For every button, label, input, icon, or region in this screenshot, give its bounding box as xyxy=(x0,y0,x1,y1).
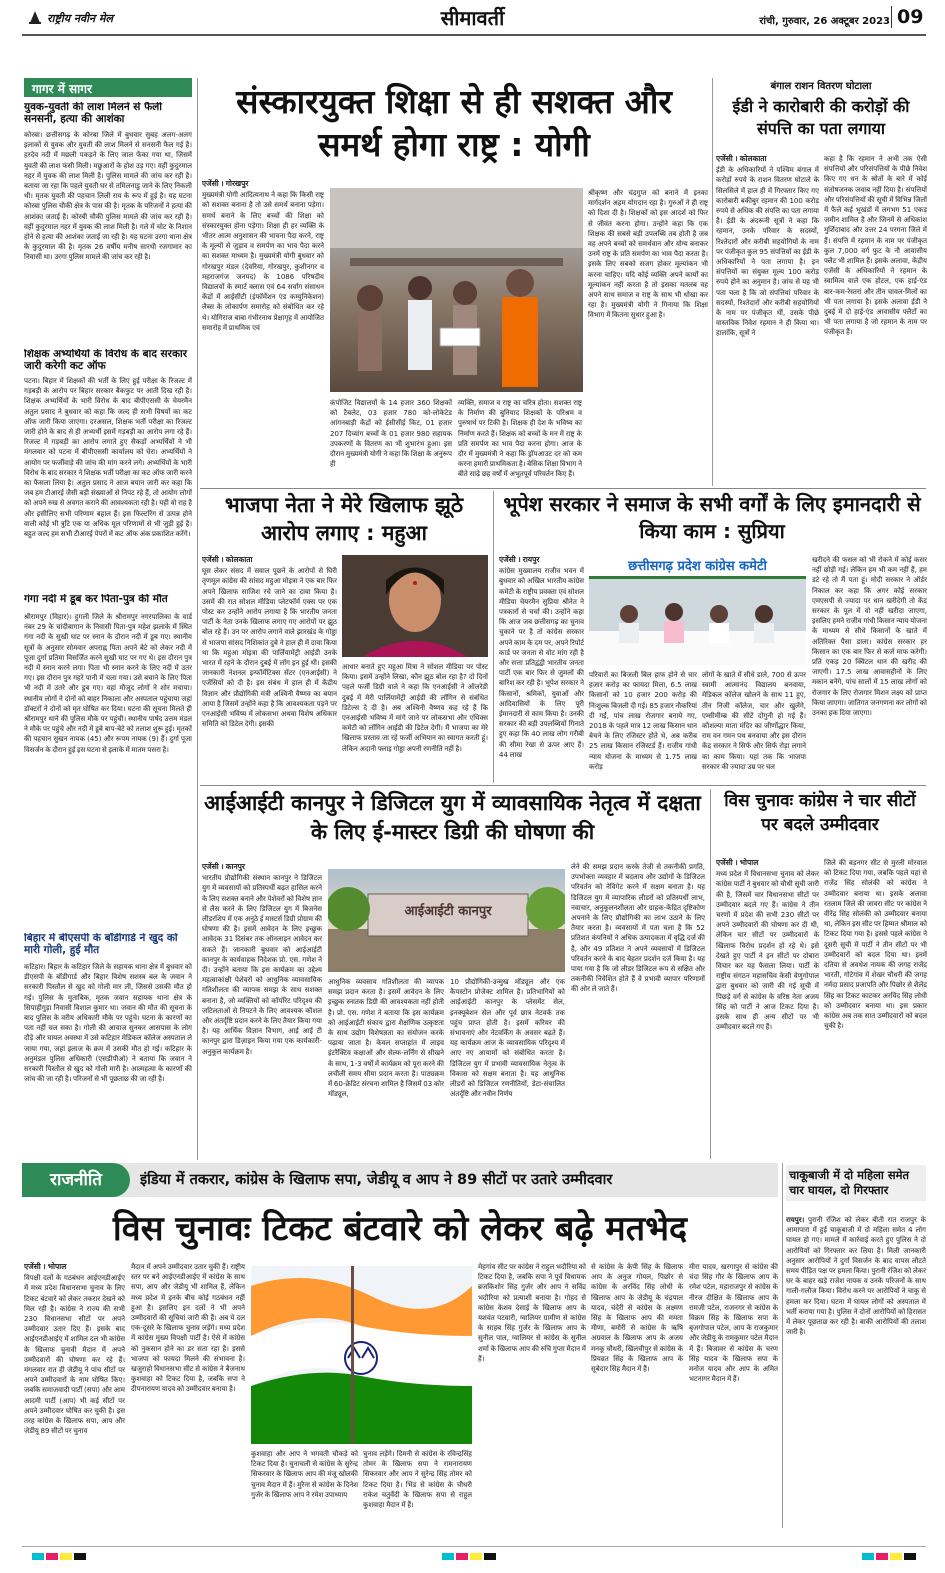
bengal-dateline: एजेंसी । कोलकाता xyxy=(716,154,767,163)
iit-body-2: आधुनिक व्यवसाय गतिशीलता की व्यापक समझ प्रदान करता है। इसमें आवेदन के लिए इच्छुक स्नातक डिग्री की आवश्यकता नहीं होती है। प्रो. एस. गणेश ने बताया कि इस कार्यक्रम को आईआईटी संकाय द्वारा शैक्षणिक उत्कृष्टता के साथ उद्योग विशेषज्ञता का संयोजन करके पढ़ाया जाता है। केवल सप्ताहांत में लाइव इंटरैक्टिव कक्षाओं और सेल्फ-लर्निंग से सीखने के साथ, 1-3 वर्षों में कार्यक्रम को पूरा करने की लचीली समय सीमा प्रदान करता है। पाठ्यक्रम में 60-क्रेडिट संरचना शामिल है जिसमें 03 कोर मॉड्यूल, xyxy=(328,978,444,1099)
sidebar-headline-3: गंगा नदी में डूब कर पिता-पुत्र की मौत xyxy=(24,594,168,605)
rajniti-body-5: मेहगांव सीट पर कांग्रेस ने राहुल भदौरिया को टिकट दिया है, जबकि सपा ने पूर्व विधायक ब्रजकिशोर सिंह गुर्जर और आप ने सविंद्र भदौरिया को प्रत्याशी बनाया है। गोहद से कांग्रेस केशव देसाई के खिलाफ आप के यशवंत पटवारी, ग्वालियर ग्रामीण से कांग्रेस के साहब सिंह गुर्जर के खिलाफ आप के सुनील पाल, ग्वालियर से कांग्रेस के सुनील शर्मा के खिलाफ आप की रुचि गुप्ता मैदान में हैं। xyxy=(478,1263,586,1363)
iit-photo-sign: आईआईटी कानपुर xyxy=(404,904,492,919)
rajniti-body-7: मीरा यादव, खरगापुर से कांग्रेस की चंदा सिंह गौर के खिलाफ आप के रमेश पटेल, महाराजपुर से कांग्रेस के नीरज दीक्षित के खिलाफ आप के रामजी पटेल, राजनगर से कांग्रेस के विक्रम सिंह के खिलाफ सपा के बृजगोपाल पटेल, आप के राजकुमार और जेडीयू के रामकुमार पटेल मैदान में हैं। बिजावर से कांग्रेस के चरण सिंह यादव के खिलाफ सपा के मनोज यादव और आप के अमित भटनागर मैदान में हैं। xyxy=(689,1263,778,1384)
iit-dateline: एजेंसी । कानपुर xyxy=(202,862,245,871)
rajniti-body-6: से कांग्रेस के केपी सिंह के खिलाफ आप के अनुज गोयल, पिछोर से कांग्रेस के अरविंद सिंह लोधी के खिलाफ आप के जेडीयू के चंद्रपाल यादव, चंदेरी से कांग्रेस के लक्ष्मण सिंह के खिलाफ आप की ममता मीणा, बमोरी से कांग्रेस के ऋषि अग्रवाल के खिलाफ आप के अजय मनकू चौधरी, खिलचीपुर से कांग्रेस के प्रियव्रत सिंह के खिलाफ आप के सूबेदार सिंह मैदान में हैं। xyxy=(591,1263,683,1374)
bengal-body-1: एजेंसी । कोलकाता ईडी के अधिकारियों ने पश्चिम बंगाल में करोड़ों रुपये के राशन वितरण घोटाले के सिलसिले में हाल ही में गिरफ्तार किए गए कारोबारी बकीबुर रहमान की 100 करोड़ रुपये से अधिक की संपत्ति का पता लगाया है। ईडी के अंदरूनी सूत्रों ने कहा कि रहमान, उनके परिवार के सदस्यों, रिश्तेदारों और करीबी सहयोगियों के नाम पर पंजीकृत कुल 95 संपत्तियों का ईडी के अधिकारियों ने पता लगाया है। इन संपत्तियों का संयुक्त मूल्य 100 करोड़ रुपये होने का अनुमान है। जांच से यह भी पता चला है कि जो संपत्तियां परिवार के सदस्यों, रिश्तेदारों और करीबी सहयोगियों के नाम पर पंजीकृत थीं, उसके पीछे वास्तविक निवेश रहमान ने ही किया था। हालांकि, सूत्रों ने xyxy=(716,154,819,338)
sidebar-body-2: पटना। बिहार में शिक्षकों की भर्ती के लिए हुई परीक्षा के रिजल्ट में गड़बड़ी के आरोप पर बिहार सरकार बैकफुट पर आती दिख रही है। शिक्षक अभ्यर्थियों के भारी विरोध के बाद बीपीएससी के चेयरमैन अतुल प्रसाद ने बुधवार को कहा कि जल्द ही सभी विषयों का कट ऑफ जारी किया जाएगा। दरअसल, शिक्षक भर्ती परीक्षा का रिजल्ट जारी होने के बाद से ही अभ्यर्थी इसमें गड़बड़ी का आरोप लगा रहे हैं। रिजल्ट में गड़बड़ी का आरोप लगाते हुए सैकड़ों अभ्यर्थियों ने भी मंगलवार को पटना में बीपीएससी कार्यालय को घेरा। अभ्यर्थियों ने आयोग पर फर्जीवाड़े की जांच की मांग करने लगे। अभ्यर्थियों के भारी विरोध के बाद सरकार ने शिक्षक भर्ती परीक्षा का कट ऑफ जारी करने का फैसला लिया है। अतुल प्रसाद ने आज बयान जारी कर कहा कि जब हम टीआरई जैसी बड़ी संख्याओं से निपट रहे हैं, तो आयोग लोगों को अपने रुख से अवगत कराने की आवश्यकता रही है। यही वो राह है और इसीलिए सभी परिणाम बहाल हैं। इस फिल्टरिंग से उत्पन्न होने वाली कोई भी त्रुटि एक या अधिक मूल परिणामों से भी जुड़ी हुई है। बहुत जल्द हम सभी टीआरई पेपरों में कट ऑफ अंक प्रकाशित करेंगे। xyxy=(24,377,192,539)
mp-dateline: एजेंसी । भोपाल xyxy=(716,858,759,867)
yogi-headline: संस्कारयुक्त शिक्षा से ही सशक्त और समर्थ होगा राष्ट्र : योगी xyxy=(236,82,672,164)
bhupesh-body-2: परिवारों का बिजली बिल हाफ होने से चार हजार करोड़ का फायदा मिला, 6.5 लाख किसानों को 10 हजार 200 करोड़ की निःशुल्क बिजली दी गई। 85 हजार नौकरियां दी गईं, पांच लाख रोजगार बनाये गए, 2018 के पहले मात्र 12 लाख किसान धान बेचने के लिए रजिस्टर होते थे, अब करीब 25 लाख किसान रजिस्टर्ड हैं। राजीव गांधी न्याय योजना के माध्यम से 1.75 लाख करोड़ xyxy=(589,671,697,771)
header-rule xyxy=(22,34,926,36)
logo-mark-icon xyxy=(28,9,42,29)
mahua-body-2: आधार बनाते हुए महुआ मित्रा ने सोशल मीडिया पर पोस्ट किया। इसमें उन्होंने लिखा, कौन झूठ बोल रहा है? दो दिनों पहले फर्जी डिग्री वाले ने कहा कि एनआईसी ने ऑलरेडी दुबई में मेरी पार्लियामेंट्री आईडी की लॉगिन से संबंधित डिटेल्स दे दी है। अब अश्विनी वैष्णव कह रहे हैं कि एनआईसी भविष्य में मांगे जाने पर लोकसभा और एथिक्स कमेटी को लॉगिन आईडी की डिटेल देगी। मैं भाजपा का मेरे खिलाफ प्रस्ताव जा रहे फर्जी अभियान का स्वागत करती हूं। लेकिन अदानी फ्लाइ गोड्डा अपनी रणनीति नहीं है। xyxy=(342,663,488,753)
yogi-body-left: एजेंसी । गोरखपुर मुख्यमंत्री योगी आदित्यनाथ ने कहा कि किसी राष्ट्र को सशक्त बनाना है तो उसे समर्थ बनाना पड़ेगा। समर्थ बनाने के लिए बच्चों की शिक्षा को संस्कारयुक्त होना पड़ेगा। शिक्षा ही हर व्यक्ति के भीतर आत्म अनुशासन की भावना पैदा करने, राष्ट्र के मूल्यों से जुड़ाव व समर्पण का भाव पैदा करने का सशक्त माध्यम है। मुख्यमंत्री योगी बुधवार को गोरखपुर मंडल (देवरिया, गोरखपुर, कुशीनगर व महराजगंज जनपद) के 1086 परिषदीय विद्यालयों के स्मार्ट क्लास एवं 64 सर्वांग संसाधन केंद्रों में आईसीटी (इंफॉर्मेशन एंड कम्युनिकेशन) लैब्स के लोकार्पण समारोह को संबोधित कर रहे थे। योगिराज बाबा गंभीरनाथ प्रेक्षागृह में आयोजित समारोह में प्राथमिक एवं xyxy=(202,179,324,332)
mahua-body-1: एजेंसी । कोलकाता घूस लेकर संसद में सवाल पूछने के आरोपों से घिरी तृणमूल कांग्रेस की सांसद महुआ मोइत्रा ने एक बार फिर अपने खिलाफ साजिश रचे जाने का दावा किया है। उसमें की रात सोशल मीडिया प्लेटफॉर्म एक्स पर एक पोस्ट कर उन्होंने आरोप लगाया है कि भारतीय जनता पार्टी के नेता उनके खिलाफ लगाए गए आरोपों पर झूठ बोल रहे हैं। उन पर आरोप लगाने वाले झारखंड के गोड्डा से भाजपा सांसद निशिकांत दुबे ने हाल ही में दावा किया था कि महुआ मोइत्रा की पार्लियामेंट्री आईडी उनके भारत में रहने के दौरान दुबई में लॉग इन हुई थी। इसकी जानकारी नेशनल इन्फॉर्मेटिक्स सेंटर (एनआईसी) ने एजेंसियों को दी है। इस संबंध में हाल ही में केंद्रीय विज्ञान और प्रौद्योगिकी मंत्री अश्विनी वैष्णव का बयान आया है जिसमें उन्होंने कहा है कि आवश्यकता पड़ने पर एनआईसी भविष्य में लोकसभा अथवा विशेष अधिकार समिति को डिटेल देगी। इसकी xyxy=(202,555,337,729)
section-label: सीमावर्ती xyxy=(440,6,505,30)
raipur-dateline: रायपुर। xyxy=(786,1216,805,1224)
mahua-photo xyxy=(342,555,488,657)
sidebar-body-4: कटिहार। बिहार के कटिहार जिले के सहायक थाना क्षेत्र में बुधवार को डीएसपी के बॉडीगार्ड और बिहार विशेष सशस्त्र बल के जवान ने सरकारी पिस्तौल से खुद को गोली मार ली, जिससे उसकी मौत हो गई। पुलिस के मुताबिक, मृतक जवान सहायक थाना क्षेत्र के सिपाहीगुड़ा निवासी विशाल कुमार था। जवान की मौत की सूचना के बाद पुलिस के वरीय अधिकारी मौके पर पहुंचे। घटना के कारणों का पता नहीं चल सका है। गोली की आवाज सुनकर आसपास के लोग दौड़े और घायल अवस्था में उसे कटिहार मेडिकल कॉलेज अस्पताल ले जाया गया, जहां इलाज के क्रम में उसकी मौत हो गई। कटिहार के अनुमंडल पुलिस अधिकारी (एसडीपीओ) ने बताया कि जवान ने सरकारी पिस्तौल से खुद को गोली मारी है। आत्महत्या के कारणों की जांच की जा रही है। परिजनों से भी पूछताछ की जा रही है। xyxy=(24,963,192,1084)
raipur-body: रायपुर। पुरानी रंजिश को लेकर बीती रात राजपुर के आमापारा में हुई चाकूबाजी में दो महिला समेत 4 लोग घायल हो गए। मामले में कार्रवाई करते हुए पुलिस ने दो आरोपियों को गिरफ्तार कर लिया है। मिली जानकारी अनुसार आरोपियों ने दुर्गा विसर्जन के बाद वापस लौटते समय पीड़ित पक्ष पर हमला किया। पुरानी रंजिश को लेकर घर के बाहर खड़े राजेश नायक व उनके परिजनों के साथ गाली-गलौज किया। विरोध करने पर आरोपियों ने चाकू से हमला कर दिया। घटना में घायल लोगों को अस्पताल में भर्ती कराया गया है। पुलिस ने दोनों आरोपियों को हिरासत में लेकर पूछताछ कर रही है। बाकी आरोपियों की तलाश जारी है। xyxy=(786,1216,926,1337)
iit-body-1: एजेंसी । कानपुर भारतीय प्रौद्योगिकी संस्थान कानपुर ने डिजिटल युग में व्यवसायों को प्रतिस्पर्धी बढ़त हासिल करने के लिए सशक्त बनाने और पेशेवरों को विशेष ज्ञान से लैस करने के लिए डिजिटल युग में बिजनेस लीडरशिप में एक अनूठे ई मास्टर्स डिग्री प्रोग्राम की घोषणा की है। इसमें आवेदन के लिए इच्छुक आवेदक 31 दिसंबर तक ऑनलाइन आवेदन कर सकते हैं। जानकारी बुधवार को आईआईटी कानपुर के कार्यवाहक निदेशक प्रो. एस. गणेश ने दी। उन्होंने बताया कि इस कार्यक्रम का उद्देश्य महत्वाकांक्षी पेशेवरों को आधुनिक व्यावसायिक गतिशीलता की व्यापक समझ के साथ सशक्त बनाना है, जो व्यक्तियों को कॉर्पोरेट परिदृश्य की जटिलताओं से निपटने के लिए आवश्यक कौशल और अंतर्दृष्टि प्रदान करने के लिए तैयार किया गया है। यह आर्थिक विज्ञान विभाग, आई आई टी कानपुर द्वारा डिज़ाइन किया गया एक कार्यकारी-अनुकूल कार्यक्रम है। xyxy=(202,862,322,1056)
bhupesh-headline: भूपेश सरकार ने समाज के सभी वर्गों के लिए इमानदारी से किया काम : सुप्रिया xyxy=(503,492,921,543)
yogi-body-right-1: श्रीकृष्ण और चंद्रगुप्त को बनाने में इनका मार्गदर्शन अहम योगदान रहा है। गुरुओं ने ही राष्ट्र को दिशा दी है। शिक्षकों को इस आदर्श को फिर से जीवंत करना होगा। उन्होंने कहा कि एक शिक्षक की सबसे बड़ी उपलब्धि तब होती है जब वह अपने बच्चों को समर्थवान और योग्य बनाकर उनमें राष्ट्र के प्रति समर्पण का भाव पैदा करता है। इसके लिए सबको सजग होकर मूल्यांकन भी करना चाहिए। यदि कोई व्यक्ति अपने कार्यों का मूल्यांकन नहीं करता है तो इसका मतलब वह अपने साथ समाज व राष्ट्र के साथ भी धोखा कर रहा है। मुख्यमंत्री योगी ने गिनाया कि शिक्षा विभाग में कितना सुधार हुआ है। xyxy=(588,189,708,320)
iit-divider xyxy=(710,789,711,1159)
rajniti-flag-photo xyxy=(251,1266,472,1444)
bengal-body-2: कहा है कि रहमान ने अभी तक ऐसी संपत्तियों और परिसंपत्तियों के पीछे निवेश किए गए धन के स्रोतों के बारे में कोई संतोषजनक जवाब नहीं दिया है। संपत्तियों और परिसंपत्तियों की सूची में विभिन्न जिलों में फैले कई भूखंडों में लगभग 51 एकड़ जमीन शामिल है और जिनमें से अधिकांश मुर्शिदाबाद और उत्तर 24 परगना जिले में हैं। संपत्ति में रहमान के नाम पर पंजीकृत कुल 7,000 वर्ग फुट के नौ आवासीय फ्लैट भी शामिल हैं। इसके अलावा, केंद्रीय एजेंसी के अधिकारियों ने रहमान के स्वामित्व वाले एक होटल, एक हाई-एंड बार-कम-रेस्तरां और तीन चावल-मिलों का भी पता लगाया है। इसके अलावा ईडी ने दुबई में दो हाई-एंड आवासीय फ्लैटों का भी पता लगाया है जो रहमान के नाम पर पंजीकृत हैं। xyxy=(824,155,927,337)
mahua-divider xyxy=(493,491,494,783)
bhupesh-dateline: एजेंसी । रायपुर xyxy=(499,555,540,564)
sidebar-body-1: कोरबा। छत्तीसगढ़ के कोरबा जिले में बुधवार सुबह अलग-अलग इलाकों से युवक और युवती की लाश मिलने से सनसनी फैल गई है। हरदेव नदी में मछली पकड़ने के लिए जाल फेंका गया था, जिसमें युवती की लाश फंसी मिली। मछुआरों के होश उड़ गए। वहीं कुदुरमाल नहर में युवक की लाश मिली है। पुलिस मामले की जांच कर रही है। बताया जा रहा कि पहले युवती घर से तमिलनाडु जाने के लिए निकली थी। मृतक युवती की पहचान लिली राय के रूप में हुई है। यह घटना कोरबा पुलिस चौकी क्षेत्र के पास की है। मृतक के परिजनों ने हत्या की आशंका जताई है। कोरबी चौकी पुलिस मामले की जांच कर रही है। वहीं कुदुरमाल नहर में युवक की लाश मिली है। गले में चोट के निशान होने से हत्या की आशंका जताई जा रही है। यह घटना उरगा थाना क्षेत्र के कुदुरमाल की है। मृतक 26 वर्षीय मनीष सारथी रजगामार का निवासी था। उरगा पुलिस मामले की जांच कर रही है। xyxy=(24,131,192,262)
iit-body-4: लेने की समझ प्रदान करके तेजी से तकनीकी प्रगति, उपभोक्ता व्यवहार में बदलाव और उद्योगों के डिजिटल परिवर्तन को नेविगेट करने में सक्षम बनाता है। यह डिजिटल युग में व्यापारिक लीडरों को प्रतिस्पर्धी लाभ, नवाचार, अनुकूलनशीलता और ग्राहक-केंद्रित दृष्टिकोण अपनाने के लिए प्रौद्योगिकी का लाभ उठाने के लिए तैयार करता है। व्यवसायों में पता चला है कि 52 प्रतिशत कंपनियों ने अधिक उत्पादकता में वृद्धि दर्ज की है, और 49 प्रतिशत ने अपने व्यवसायों में डिजिटल परिवर्तन करने के बाद बेहतर प्रदर्शन दर्ज किया है। यह पाया गया है कि जो लीडर डिजिटल रूप से सक्षित और तकनीकी निवेशित होते हैं वे प्रभावी व्यापार परिणामों की ओर ले जाते हैं। xyxy=(571,863,705,994)
bengal-kicker: बंगाल राशन वितरण घोटाला xyxy=(770,81,872,92)
dateline: रांची, गुरुवार, 26 अक्टूबर 2023 xyxy=(759,16,890,27)
rajniti-headline: विस चुनावः टिकट बंटवारे को लेकर बढ़े मतभेद xyxy=(112,1209,688,1249)
sidebar-divider xyxy=(197,78,198,1160)
yogi-body-mid-2: व्यक्ति, समाज व राष्ट्र का चरित्र होता। सशक्त राष्ट्र के निर्माण की बुनियाद शिक्षकों के परिश्रम व पुरुषार्थ पर टिकी है। शिक्षक ही देश के भविष्य का निर्माण करते हैं। शिक्षक को बच्चों के मन में राष्ट्र के प्रति समर्पण का भाव पैदा करना होगा। आज के दौर में मुख्यमंत्री ने कहा कि ड्रॉपआउट दर को कम करना हमारी प्राथमिकता है। बेसिक शिक्षा विभाग ने बीते साढ़े छह वर्षों में अभूतपूर्व परिवर्तन किए हैं। xyxy=(458,399,582,479)
row1-rule xyxy=(200,488,926,489)
mp-body-2: जिले की बड़नगर सीट से मुरली मोरवाल को टिकट दिया गया, जबकि पहले यहां से राजेंद्र सिंह सोलंकी को कांग्रेस ने उम्मीदवार बनाया था। इसके अलावा रतलाम जिले की जावरा सीट पर कांग्रेस ने वीरेंद्र सिंह सोलंकी को उम्मीदवार बनाया था, लेकिन इस सीट पर हिम्मत श्रीमाल को टिकट दिया गया है। इससे पहले कांग्रेस ने दूसरी सूची में पार्टी ने तीन सीटों पर भी उम्मीदवारों को बदल दिया था। इनमें दतिया से अवधेश नायक की जगह राजेंद्र भारती, गोटेगांव में शेखर चौधरी की जगह नर्मदा प्रसाद प्रजापति और पिछोर से शैलेंद्र सिंह का टिकट काटकर अरविंद सिंह लोधी को उम्मीदवार बनाया था। इस प्रकार कांग्रेस अब तक सात उम्मीदवारों को बदल चुकी है। xyxy=(824,859,927,1031)
page-number: 09 xyxy=(891,6,931,28)
bhupesh-photo xyxy=(589,555,806,665)
iit-body-3: 10 प्रौद्योगिकी-उन्मुख मॉड्यूल और एक कैपस्टोन प्रोजेक्ट शामिल है। प्रतिभागियों को आईआईटी कानपुर के प्लेसमेंट सेल, इनक्यूबेशन सेल और पूर्व छात्र नेटवर्क तक पहुंच प्राप्त होती है। इसमें करियर की संभावनाएं और नेटवर्किंग के अवसर बढ़ते हैं। यह कार्यक्रम आज के व्यावसायिक परिदृश्य में आए नए आयामों को संबोधित करता है। डिजिटल युग में प्रभावी व्यावसायिक नेतृत्व के विकास को सक्षम बनाता है। यह आधुनिक लीडरों को डिजिटल रणनीतियों, डेटा-संचालित अंतर्दृष्टि और नवीन निर्णय xyxy=(450,978,565,1099)
mp-headline: विस चुनावः कांग्रेस ने चार सीटों पर बदले उम्मीदवार xyxy=(724,791,916,835)
sidebar-body-3: श्रीरामपुर (विहार)। हुगली जिले के श्रीरामपुर नगरपालिका के वार्ड नंबर 29 के चांदीबागान के निवासी पिता-पुत्र महेश झलाके में स्थित गंगा नदी के सुखी घाट पर स्नान के दौरान नदी में डूब गए। स्थानीय सूत्रों के अनुसार सोमवार अपराह्न पिता अपने बेटे को लेकर नदी में पूजा दुर्गा प्रतिमा विसर्जित करने सुखी घाट पर गए थे। इस दौरान पुत्र नदी में स्नान करने लगा। पिता भी स्नान करने के लिए नदी में उतर गए। इस दौरान पुत्र गहरे पानी में चला गया। उसे बचाने के लिए पिता भी नदी में उतरे और डूब गए। वहां मौजूद लोगों ने शोर मचाया। स्थानीय लोगों ने दोनों को बाहर निकाला और अस्पताल पहुंचाया जहां डॉक्टरों ने दोनों को मृत घोषित कर दिया। घटना की सूचना मिलते ही श्रीरामपुर थाने की पुलिस मौके पर पहुंची। स्थानीय पार्षद उत्तम मंडल ने मौके पर पहुंचे और नदी में डूबे बाप-बेटे को तलाश शुरू हुई। मृतकों की पहचान सुखन नायक (45) और रूपम नायक (9) हैं। दुर्गा पूजा विसर्जन के दौरान हुई इस घटना से इलाके में मातम पसरा है। xyxy=(24,613,192,754)
yogi-photo xyxy=(330,188,583,392)
rajniti-dateline: एजेंसी । भोपाल xyxy=(24,1262,67,1271)
bhupesh-body-3: लोगों के खाते में सीधे डाले, 700 से ऊपर स्वामी आत्मानंद विद्यालय बनवाया, मेडिकल कॉलेज खोलने के साथ 11 हुए, तीन निजी कॉलेज, चार और खुलेंगे, एम्सीमीम्ब्र की सीटें दोगुनी हो गई हैं। कौशल्या माता मंदिर का जीर्णोद्धार किया, राम वन गमन पथ बनवाया और इस दौरान केंद्र सरकार ने सिर्फ और सिर्फ रोड़ा लगाने का काम किया। यहां तक कि भाजपा सरकार की ज्यादा उम्र पर चल xyxy=(702,671,806,771)
yogi-body-mid: कंपोजिट विद्यालयों के 14 हजार 360 शिक्षकों को टैबलेट, 03 हजार 780 को-लोकेटेड आंगनबाड़ी केंद्रों को ईसीसीई किट, 01 हजार 207 दिव्यांग बच्चों के 01 हजार 980 सहायक उपकरणों के वितरण का भी शुभारंभ हुआ। इस दौरान मुख्यमंत्री योगी ने कहा कि शिक्षा के अनुरूप ही xyxy=(330,399,452,469)
logo-text: राष्ट्रीय नवीन मेल xyxy=(47,12,113,25)
rajniti-body-4: चुनाव लड़ेंगे। दिमनी से कांग्रेस के रविन्द्रसिंह तोमर के खिलाफ सपा ने रामनारायण सिकरवार और आप ने सुरेन्द्र सिंह तोमर को टिकट दिया है। भिंड से कांग्रेस के चौधरी राकेश चतुर्वेदी के खिलाफ सपा से राहुल कुशवाहा मैदान में हैं। xyxy=(363,1450,472,1510)
row2-rule xyxy=(200,785,926,786)
sidebar-headline-4: बिहार में बीएसपी के बॉडीगार्ड ने खुद को मारी गोली, हुई मौत xyxy=(24,933,178,956)
iit-photo xyxy=(328,869,565,972)
sidebar-rubric: गागर में सागर xyxy=(24,78,192,97)
mp-body-1: एजेंसी । भोपाल मध्य प्रदेश में विधानसभा चुनाव को लेकर कांग्रेस पार्टी ने बुधवार को चौथी सूची जारी की है, जिसमें चार विधानसभा सीटों पर उम्मीदवार बदले गए हैं। कांग्रेस ने तीन चरणों में प्रदेश की सभी 230 सीटों पर अपने उम्मीदवारों की घोषणा कर दी थी, लेकिन चार सीटों पर उम्मीदवारों के खिलाफ विरोध प्रदर्शन हो रहे थे। इसे देखते हुए पार्टी ने इन सीटों पर दोबारा विचार कर यह फैसला लिया। पार्टी के राष्ट्रीय संगठन महासचिव केसी वेणुगोपाल द्वारा बुधवार को जारी की गई सूची में पिछड़े वर्ग से कांग्रेस के वरिष्ठ नेता अजय सिंह को पार्टी ने आज टिकट दिया है। इसके साथ ही अन्य सीटों पर भी उम्मीदवार बदले गए हैं। xyxy=(716,858,819,1032)
iit-headline: आईआईटी कानपुर ने डिजिटल युग में व्यावसायिक नेतृत्व में दक्षता के लिए ई-मास्टर डिग्री की घोषणा की xyxy=(204,791,701,844)
rajniti-body-3: कुशवाहा और आप ने भगवती चौकड़े को टिकट दिया है। चुनाचली से कांग्रेस के सुरेन्द्र सिकरवार के खिलाफ आप की मंजू खोलकी चुनाव मैदान में हैं। मुरैना से कांग्रेस के दिनेश गुर्जर के खिलाफ आप ने रमेश उपाध्याय xyxy=(251,1450,358,1499)
mahua-dateline: एजेंसी । कोलकाता xyxy=(202,555,253,564)
rajniti-body-2: मैदान में अपने उम्मीदवार उतार चुकी हैं। राष्ट्रीय स्तर पर बने आईएनडीआईए में कांग्रेस के साथ सपा, आप और जेडीयू भी शामिल हैं, लेकिन मध्य प्रदेश में इनके बीच कोई गठबंधन नहीं हुआ है। इसलिए इन दलों ने भी अपने उम्मीदवारों की सूचियां जारी की हैं। अब ये दल एक-दूसरे के खिलाफ चुनाव लड़ेंगे। मध्य प्रदेश में कांग्रेस मुख्य विपक्षी पार्टी है। ऐसे में कांग्रेस को नुकसान होने का डर सता रहा है। इससे भाजपा को फायदा मिलने की संभावना है। खजुराहो विधानसभा सीट से कांग्रेस ने बैजनाथ कुशवाहा को टिकट दिया है, जबकि सपा ने दीपनारायण यादव को उम्मीदवार बनाया है। xyxy=(131,1263,245,1394)
sidebar-headline-2: शिक्षक अभ्यर्थियों के विरोध के बाद सरकार जारी करेगी कट ऑफ xyxy=(24,349,188,372)
bhupesh-banner: छत्तीसगढ़ प्रदेश कांग्रेस कमेटी xyxy=(589,555,806,579)
rajniti-rubric: राजनीति xyxy=(22,1163,130,1197)
raipur-divider xyxy=(782,1163,783,1528)
mahua-headline: भाजपा नेता ने मेरे खिलाफ झूठे आरोप लगाए : महुआ xyxy=(224,493,464,545)
footer-color-bar xyxy=(22,1546,926,1558)
bengal-headline: ईडी ने कारोबारी की करोड़ों की संपत्ति का पता लगाया xyxy=(732,97,910,138)
bhupesh-body-1: एजेंसी । रायपुर कांग्रेस मुख्यालय राजीव भवन में बुधवार को अखिल भारतीय कांग्रेस कमेटी के राष्ट्रीय प्रवक्ता एवं सोशल मीडिया चेयरमैन सुप्रिया श्रीनेत ने पत्रकारों से चर्चा की। उन्होंने कहा कि आज जब छत्तीसगढ़ का चुनाव चुकाने पर है तो कांग्रेस सरकार अपने काम के दम पर, अपने रिपोर्ट कार्ड पर जनता से वोट मांग रही है और सत्ता प्रतिद्वंद्वी भारतीय जनता पार्टी एक बार फिर से जुमलों की बारिश कर रही है। भूपेश सरकार ने किसानों, श्रमिकों, युवाओं और आदिवासियों के लिए पूरी ईमानदारी से काम किया है। उनकी सरकार की बड़ी उपलब्धियों गिनाते हुए कहा कि 40 लाख लोग गरीबी की सीमा रेखा से ऊपर आए हैं। 44 लाख xyxy=(499,555,584,759)
sidebar-headline-1: युवक-युवती की लाश मिलने से फैली सनसनी, हत्या की आशंका xyxy=(24,102,162,125)
masthead-logo xyxy=(28,8,188,30)
bhupesh-body-4: खरीदने की फसल को भी रोकने में कोई कसर नहीं छोड़ी गई। लेकिन हम भी कम नहीं हैं, हम डटे रहे तो मैं पता हूं। मोदी सरकार ने ऑर्डर निकाल कर कहा कि अगर कोई सरकार एमएसपी से ज्यादा पर धान खरीदेगी तो केंद्र सरकार के पूल में वो नहीं खरीदा जाएगा, इसलिए हमने राजीव गांधी किसान न्याय योजना के माध्यम से सीधे किसानों के खाते में अतिरिक्त पैसा डाला। कांग्रेस सरकार हर किसान का एक बार फिर से कर्ज माफ करेगी। प्रति एकड़ 20 क्विंटल धान की खरीद की जाएगी। 17.5 लाख आवासहीनों के लिए मकान बनेंगे, पांच सालों में 15 लाख लोगों को रोजगार के लिए रोजगार मिशन लक्ष्य को प्राप्त किया जाएगा। जातिगत जनगणना कर लोगों को उनका हक दिया जाएगा। xyxy=(812,556,927,718)
yogi-dateline: एजेंसी । गोरखपुर xyxy=(202,179,249,188)
yogi-divider xyxy=(712,78,713,486)
rajniti-subhead: इंडिया में तकरार, कांग्रेस के खिलाफ सपा, जेडीयू व आप ने 89 सीटों पर उतारे उम्मीदवार xyxy=(140,1172,613,1188)
raipur-headline: चाकूबाजी में दो महिला समेत चार घायल, दो गिरफ्तार xyxy=(786,1165,926,1201)
rajniti-body-1: एजेंसी । भोपाल विपक्षी दलों के गठबंधन आईएनडीआईए में मध्य प्रदेश विधानसभा चुनाव के लिए टिकट बंटवारे को लेकर तकरार देखने को मिल रही है। कांग्रेस ने राज्य की सभी 230 विधानसभा सीटों पर अपने उम्मीदवार उतार दिए हैं। इसके बाद आईएनडीआईए में शामिल दल भी कांग्रेस के खिलाफ चुनावी मैदान में अपने उम्मीदवारों की घोषणा कर रहे हैं। मंगलवार रात ही जेडीयू ने पांच सीटों पर अपने उम्मीदवारों के नाम घोषित किए। जबकि समाजवादी पार्टी (सपा) और आम आदमी पार्टी (आप) भी कई सीटों पर अपने उम्मीदवार घोषित कर चुकी है। इस तरह कांग्रेस के खिलाफ सपा, आप और जेडीयू 89 सीटों पर चुनाव xyxy=(24,1262,125,1436)
